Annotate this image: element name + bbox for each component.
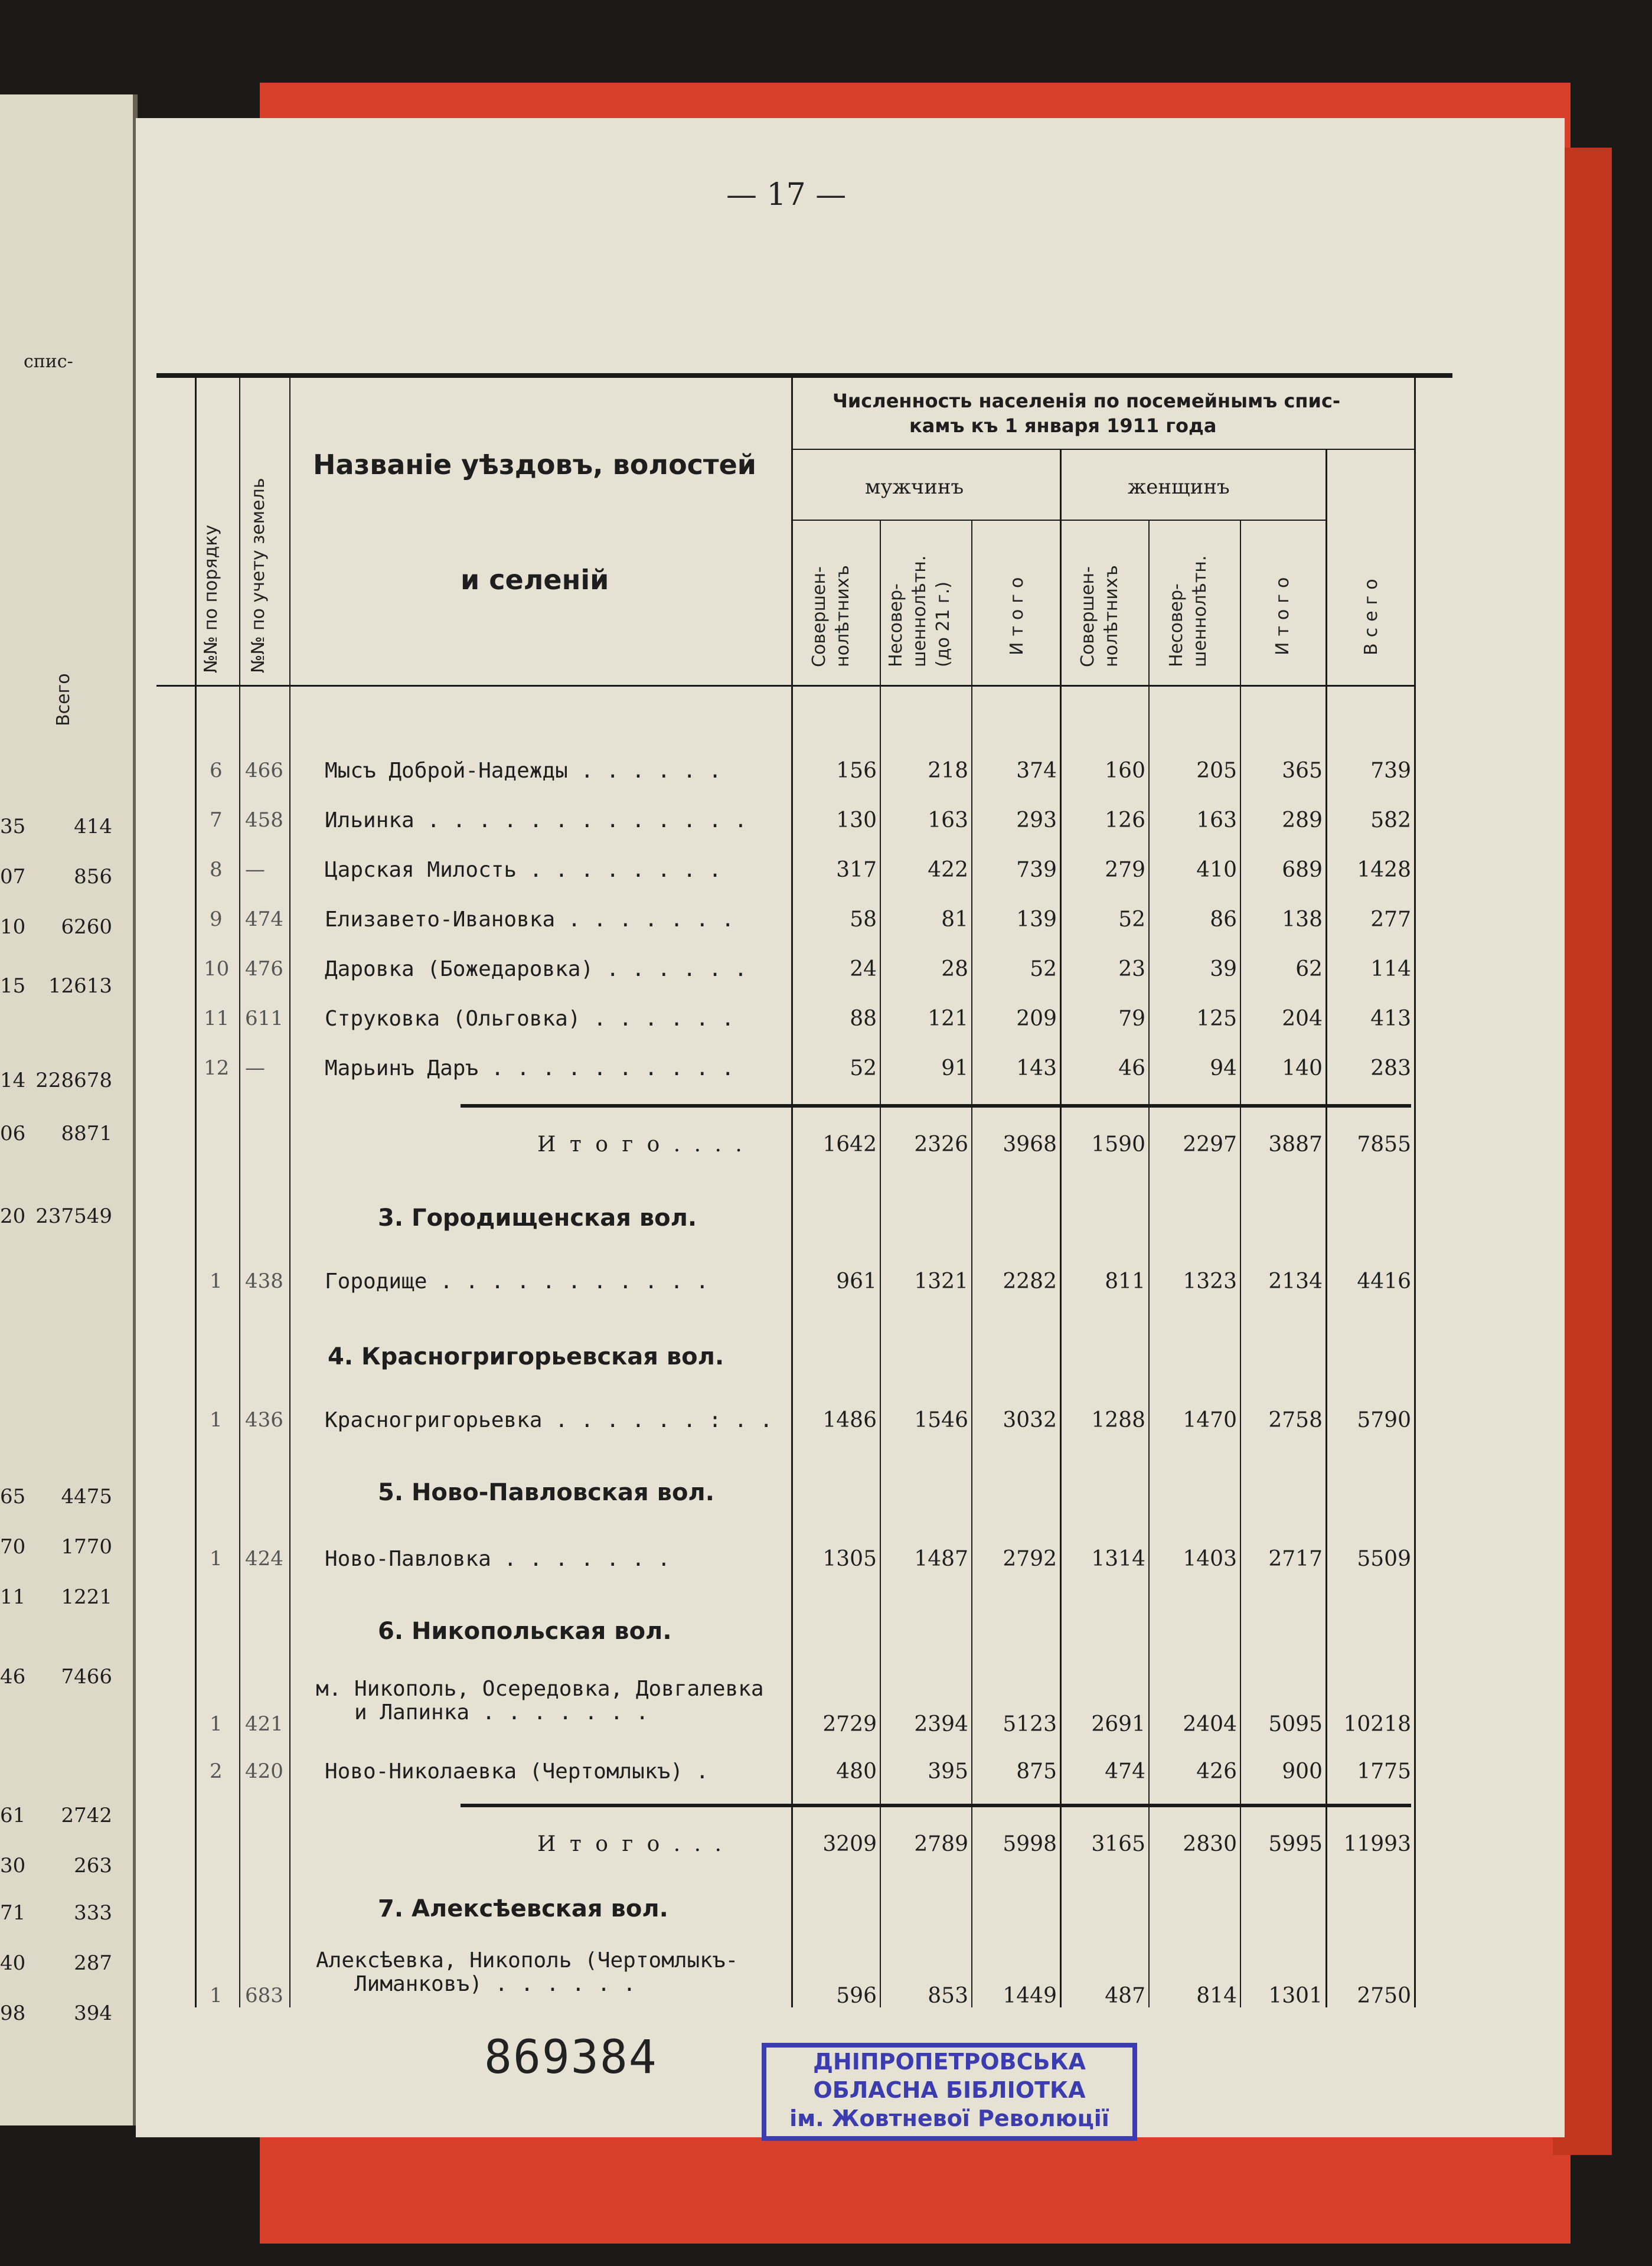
row-value: 91: [941, 1056, 968, 1080]
row-name: Мысъ Доброй-Надежды . . . . . .: [325, 759, 721, 783]
section-title: 5. Ново-Павловская вол.: [378, 1479, 714, 1506]
col-header-women: женщинъ: [1128, 475, 1230, 499]
left-page-value: 7466: [61, 1665, 112, 1689]
row-value: 2282: [1003, 1269, 1057, 1294]
row-value: 395: [928, 1759, 968, 1784]
row-land-no: —: [245, 858, 265, 881]
row-value: 739: [1370, 759, 1411, 783]
total-value: 3165: [1091, 1832, 1145, 1856]
row-name: Ильинка . . . . . . . . . . . . .: [325, 808, 747, 832]
col-header-minor-m: Несовер-: [886, 583, 906, 667]
row-value: 1428: [1357, 858, 1411, 882]
row-value: 689: [1282, 858, 1323, 882]
row-value: 52: [1030, 957, 1057, 981]
row-value: 5790: [1357, 1408, 1411, 1432]
col-header-adult-m-2: нолѣтнихъ: [832, 565, 853, 667]
row-value: 23: [1118, 957, 1145, 981]
row-value: 126: [1105, 808, 1145, 832]
section-title: 6. Никопольская вол.: [378, 1618, 672, 1645]
row-no: 9: [210, 907, 223, 931]
row-land-no: 424: [245, 1547, 283, 1570]
col-header-adult-f-2: нолѣтнихъ: [1101, 565, 1122, 667]
left-page-fragment: 40: [0, 1951, 26, 1975]
row-value: 46: [1118, 1056, 1145, 1080]
left-page-value: 4475: [61, 1485, 112, 1509]
row-value: 2134: [1268, 1269, 1323, 1294]
top-rule: [156, 373, 1452, 378]
left-page-value: 2742: [61, 1804, 112, 1827]
row-value: 163: [928, 808, 968, 832]
row-value: 205: [1196, 759, 1237, 783]
row-land-no: 420: [245, 1759, 283, 1783]
row-value: 2758: [1268, 1408, 1323, 1432]
col-header-minor-m-3: (до 21 г.): [933, 581, 954, 667]
left-page-value: 6260: [61, 915, 112, 939]
left-page-fragment: 30: [0, 1854, 26, 1878]
row-no: 1: [210, 1712, 223, 1736]
row-value: 140: [1282, 1056, 1323, 1080]
row-value: 2404: [1183, 1712, 1237, 1736]
row-value: 1314: [1091, 1547, 1145, 1571]
row-value: 900: [1282, 1759, 1323, 1784]
total-value: 2326: [914, 1132, 968, 1157]
row-value: 62: [1295, 957, 1323, 981]
row-value: 4416: [1357, 1269, 1411, 1294]
row-value: 480: [836, 1759, 877, 1784]
row-value: 1487: [914, 1547, 968, 1571]
vline: [880, 520, 881, 2007]
vline: [289, 378, 290, 2007]
row-value: 79: [1118, 1007, 1145, 1031]
col-header-adult-f: Совершен-: [1078, 566, 1098, 667]
stamp-line-3: ім. Жовтневої Революції: [789, 2105, 1109, 2131]
row-value: 52: [1118, 907, 1145, 932]
col-header-men: мужчинъ: [865, 475, 964, 499]
row-value: 811: [1105, 1269, 1145, 1294]
row-land-no: —: [245, 1056, 265, 1080]
row-value: 961: [836, 1269, 877, 1294]
row-value: 2394: [914, 1712, 968, 1736]
row-value: 410: [1196, 858, 1237, 882]
total-value: 1642: [822, 1132, 877, 1157]
total-value: 2830: [1183, 1832, 1237, 1856]
left-page-fragment: 10: [0, 915, 26, 939]
row-value: 853: [928, 1984, 968, 2008]
row-value: 94: [1210, 1056, 1237, 1080]
row-name: Марьинъ Даръ . . . . . . . . . .: [325, 1056, 734, 1080]
row-value: 121: [928, 1007, 968, 1031]
row-value: 125: [1196, 1007, 1237, 1031]
row-value: 317: [836, 858, 877, 882]
row-no: 1: [210, 1269, 223, 1293]
left-page-value: 414: [74, 815, 112, 838]
row-value: 114: [1370, 957, 1411, 981]
left-page-fragment: 14: [0, 1069, 26, 1092]
total-rule: [461, 1104, 1411, 1108]
total-value: 11993: [1343, 1832, 1411, 1856]
row-value: 5123: [1003, 1712, 1057, 1736]
row-name-cont: Лиманковъ) . . . . . .: [354, 1972, 636, 1996]
row-value: 283: [1370, 1056, 1411, 1080]
row-value: 143: [1016, 1056, 1057, 1080]
row-value: 1301: [1268, 1984, 1323, 2008]
row-name: Елизавето-Ивановка . . . . . . .: [325, 907, 734, 932]
row-name: Ново-Павловка . . . . . . .: [325, 1547, 671, 1571]
row-value: 160: [1105, 759, 1145, 783]
row-value: 739: [1016, 858, 1057, 882]
row-value: 2792: [1003, 1547, 1057, 1571]
row-no: 6: [210, 759, 223, 782]
row-land-no: 466: [245, 759, 283, 782]
vline: [1240, 520, 1241, 2007]
vline: [971, 520, 972, 2007]
col-header-grand: Всего: [1361, 573, 1382, 655]
row-value: 426: [1196, 1759, 1237, 1784]
hline: [791, 449, 1414, 450]
row-no: 1: [210, 1547, 223, 1570]
row-name: Городище . . . . . . . . . . .: [325, 1269, 709, 1294]
col-header-adult-m: Совершен-: [809, 566, 830, 667]
row-value: 52: [850, 1056, 877, 1080]
stamp-line-2: ОБЛАСНА БІБЛІОТКА: [813, 2077, 1086, 2103]
left-page-value: 228678: [35, 1069, 112, 1092]
left-page: [0, 94, 138, 2125]
total-value: 5998: [1003, 1832, 1057, 1856]
col-header-name: Названіе уѣздовъ, волостей: [313, 449, 757, 481]
left-page-fragment: 98: [0, 2001, 26, 2025]
row-value: 2750: [1357, 1984, 1411, 2008]
row-no: 8: [210, 858, 223, 881]
left-page-value: 1221: [61, 1585, 112, 1609]
left-page-fragment: 11: [0, 1585, 26, 1609]
total-value: 7855: [1357, 1132, 1411, 1157]
col-header-population-2: камъ къ 1 января 1911 года: [909, 414, 1217, 437]
row-no: 11: [204, 1007, 230, 1030]
left-page-fragment: 15: [0, 974, 26, 998]
row-land-no: 474: [245, 907, 283, 931]
row-no: 2: [210, 1759, 223, 1783]
row-name: Струковка (Ольговка) . . . . . .: [325, 1007, 734, 1031]
row-value: 365: [1282, 759, 1323, 783]
section-title: 7. Алексѣевская вол.: [378, 1895, 668, 1922]
row-land-no: 421: [245, 1712, 283, 1736]
vline: [239, 378, 240, 2007]
row-value: 2729: [822, 1712, 877, 1736]
row-value: 3032: [1003, 1408, 1057, 1432]
total-value: 3209: [822, 1832, 877, 1856]
row-land-no: 476: [245, 957, 283, 981]
vline: [195, 378, 197, 2007]
left-page-fragment: 35: [0, 815, 26, 838]
row-value: 218: [928, 759, 968, 783]
hline: [791, 520, 1325, 521]
row-value: 204: [1282, 1007, 1323, 1031]
row-value: 474: [1105, 1759, 1145, 1784]
col-header-minor-m-2: шеннолѣтн.: [909, 555, 930, 667]
section-title: 4. Красногригорьевская вол.: [328, 1343, 724, 1370]
row-value: 1486: [822, 1408, 877, 1432]
row-land-no: 438: [245, 1269, 283, 1293]
total-value: 2789: [914, 1832, 968, 1856]
row-value: 422: [928, 858, 968, 882]
row-value: 2691: [1091, 1712, 1145, 1736]
row-name: Красногригорьевка . . . . . . : . .: [325, 1408, 773, 1432]
row-value: 209: [1016, 1007, 1057, 1031]
left-page-fragment: 61: [0, 1804, 26, 1827]
col-header-minor-f-2: шеннолѣтн.: [1190, 555, 1210, 667]
left-page-value: 237549: [35, 1204, 112, 1228]
row-no: 10: [204, 957, 230, 981]
col-header-name-2: и селеній: [461, 564, 609, 596]
total-label: И т о г о . . . .: [537, 1132, 746, 1157]
row-value: 163: [1196, 808, 1237, 832]
row-name: Даровка (Божедаровка) . . . . . .: [325, 957, 747, 981]
left-page-value: 1770: [61, 1535, 112, 1559]
page-number: — 17 —: [726, 177, 847, 213]
vline: [1148, 520, 1150, 2007]
inventory-number: 869384: [484, 2031, 658, 2084]
left-page-fragment: 70: [0, 1535, 26, 1559]
row-value: 413: [1370, 1007, 1411, 1031]
row-value: 28: [941, 957, 968, 981]
row-value: 24: [850, 957, 877, 981]
row-value: 1775: [1357, 1759, 1411, 1784]
total-value: 5995: [1268, 1832, 1323, 1856]
row-land-no: 436: [245, 1408, 283, 1432]
left-page-fragment: 06: [0, 1122, 26, 1145]
vline: [1414, 378, 1416, 2007]
total-value: 1590: [1091, 1132, 1145, 1157]
row-value: 156: [836, 759, 877, 783]
left-page-value: 12613: [48, 974, 112, 998]
row-value: 279: [1105, 858, 1145, 882]
row-land-no: 611: [245, 1007, 283, 1030]
row-no: 7: [210, 808, 223, 832]
row-value: 1403: [1183, 1547, 1237, 1571]
left-page-value: 856: [74, 865, 112, 889]
row-name-cont: и Лапинка . . . . . . .: [354, 1700, 649, 1725]
left-page-fragment: 20: [0, 1204, 26, 1228]
row-value: 1470: [1183, 1408, 1237, 1432]
row-value: 5509: [1357, 1547, 1411, 1571]
left-page-value: 394: [74, 2001, 112, 2025]
left-page-col-header: Всего: [53, 673, 74, 726]
row-value: 86: [1210, 907, 1237, 932]
row-name: Алексѣевка, Никополь (Чертомлыкъ-: [316, 1948, 739, 1973]
row-value: 139: [1016, 907, 1057, 932]
row-value: 130: [836, 808, 877, 832]
row-value: 81: [941, 907, 968, 932]
library-stamp: [762, 2043, 1137, 2141]
col-header-land: №№ по учету земель: [248, 478, 269, 673]
total-label: И т о г о . . .: [537, 1832, 725, 1856]
row-name: Царская Милость . . . . . . . .: [325, 858, 721, 882]
col-header-no: №№ по порядку: [201, 524, 221, 673]
row-value: 5095: [1268, 1712, 1323, 1736]
left-page-fragment: 65: [0, 1485, 26, 1509]
row-value: 596: [836, 1984, 877, 2008]
row-no: 12: [204, 1056, 230, 1080]
row-value: 582: [1370, 808, 1411, 832]
row-value: 289: [1282, 808, 1323, 832]
row-value: 374: [1016, 759, 1057, 783]
row-value: 1305: [822, 1547, 877, 1571]
total-rule: [461, 1804, 1411, 1807]
col-header-population: Численность населенія по посемейнымъ спис-: [832, 390, 1341, 412]
total-value: 3968: [1003, 1132, 1057, 1157]
col-header-minor-f: Несовер-: [1166, 583, 1187, 667]
left-page-header: спис-: [24, 351, 73, 372]
row-value: 814: [1196, 1984, 1237, 2008]
total-value: 3887: [1268, 1132, 1323, 1157]
row-value: 1546: [914, 1408, 968, 1432]
section-title: 3. Городищенская вол.: [378, 1204, 697, 1232]
row-value: 875: [1016, 1759, 1057, 1784]
left-page-value: 8871: [61, 1122, 112, 1145]
row-value: 1288: [1091, 1408, 1145, 1432]
left-page-fragment: 71: [0, 1901, 26, 1925]
row-value: 1449: [1003, 1984, 1057, 2008]
row-value: 277: [1370, 907, 1411, 932]
row-value: 10218: [1343, 1712, 1411, 1736]
row-value: 293: [1016, 808, 1057, 832]
row-name: Ново-Николаевка (Чертомлыкъ) .: [325, 1759, 709, 1784]
row-name: м. Никополь, Осередовка, Довгалевка: [316, 1677, 764, 1701]
row-value: 39: [1210, 957, 1237, 981]
left-page-value: 263: [74, 1854, 112, 1878]
row-land-no: 458: [245, 808, 283, 832]
left-page-fragment: 07: [0, 865, 26, 889]
left-page-fragment: 46: [0, 1665, 26, 1689]
row-no: 1: [210, 1408, 223, 1432]
row-value: 487: [1105, 1984, 1145, 2008]
row-value: 2717: [1268, 1547, 1323, 1571]
total-value: 2297: [1183, 1132, 1237, 1157]
left-page-value: 287: [74, 1951, 112, 1975]
col-header-total-m: Итого: [1007, 571, 1027, 655]
row-value: 1323: [1183, 1269, 1237, 1294]
row-no: 1: [210, 1984, 223, 2007]
row-value: 88: [850, 1007, 877, 1031]
row-value: 58: [850, 907, 877, 932]
col-header-total-f: Итого: [1272, 571, 1293, 655]
row-value: 138: [1282, 907, 1323, 932]
stamp-line-1: ДНІПРОПЕТРОВСЬКА: [813, 2049, 1086, 2075]
row-value: 1321: [914, 1269, 968, 1294]
left-page-value: 333: [74, 1901, 112, 1925]
row-land-no: 683: [245, 1984, 283, 2007]
header-bottom-rule: [156, 685, 1414, 687]
